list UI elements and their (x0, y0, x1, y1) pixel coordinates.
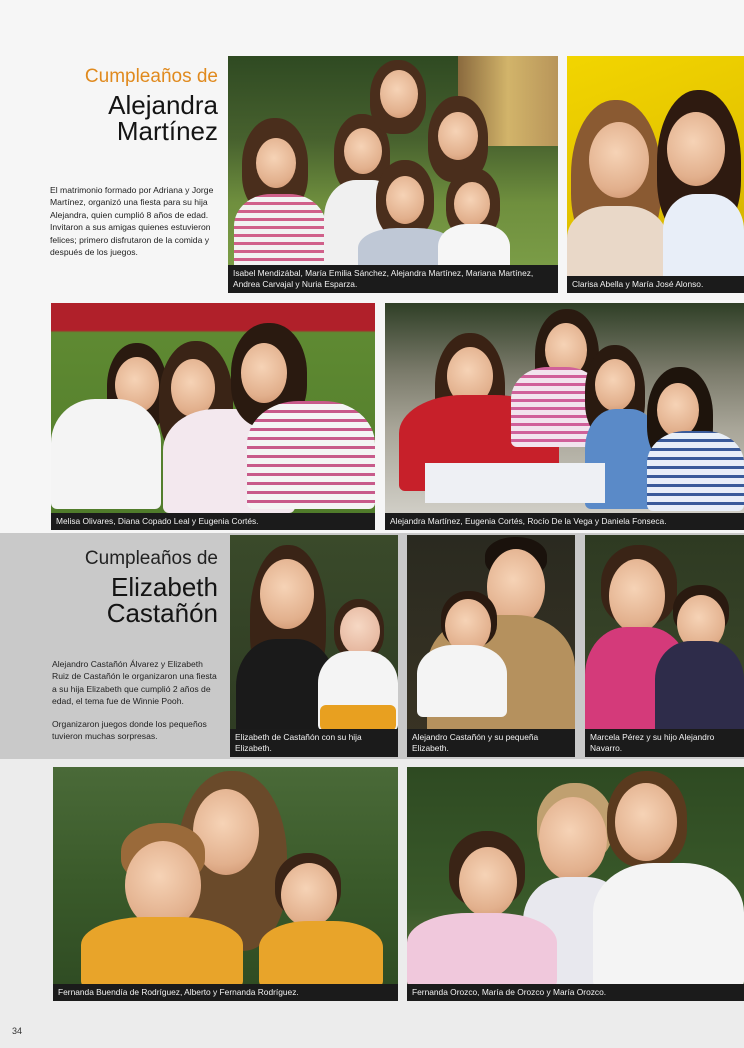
photo-mother-with-daughter (230, 535, 398, 757)
photo-mother-with-two-children (53, 767, 398, 1001)
photo-caption: Fernanda Orozco, María de Orozco y María Orozco. (407, 984, 744, 1001)
photo-image (228, 56, 558, 293)
photo-caption: Melisa Olivares, Diana Copado Leal y Eugenia Cortés. (51, 513, 375, 530)
photo-caption: Elizabeth de Castañón con su hija Elizabeth. (230, 729, 398, 757)
photo-two-girls-yellow (567, 56, 744, 293)
section1-body-paragraph: El matrimonio formado por Adriana y Jorge Martínez, organizó una fiesta para su hija Alejandra, quien cumplió 8 años de edad. Invitaron a sus amigas quienes estuvieron felices; primero disfrutaron de la comida y después de los juegos. (50, 185, 214, 258)
section2-body-paragraph-1: Alejandro Castañón Álvarez y Elizabeth Ruiz de Castañón le organizaron una fiesta a su hija Elizabeth que cumplió 2 años de edad, el tema fue de Winnie Pooh. (52, 659, 217, 707)
photo-image (585, 535, 744, 757)
photo-image (407, 535, 575, 757)
photo-three-girls-lawn (51, 303, 375, 530)
photo-mother-with-two-daughters (407, 767, 744, 1001)
photo-image (230, 535, 398, 757)
section2-body-paragraph-2: Organizaron juegos donde los pequeños tuvieron muchas sorpresas. (52, 718, 207, 742)
photo-image (51, 303, 375, 530)
section2-title-accent: Cumpleaños de (84, 548, 218, 569)
photo-father-with-daughter (407, 535, 575, 757)
photo-image (53, 767, 398, 1001)
section1-body (50, 184, 222, 268)
section2-title-line2: Castañón (106, 598, 218, 628)
section2-body (52, 658, 222, 752)
photo-image (407, 767, 744, 1001)
photo-caption: Isabel Mendizábal, María Emilia Sánchez, Alejandra Martínez, Mariana Martínez, Andrea Carvajal y Nuria Esparza. (228, 265, 558, 293)
photo-image (385, 303, 744, 530)
photo-mother-with-son (585, 535, 744, 757)
section1-title-line2: Martínez (116, 116, 218, 146)
photo-image (567, 56, 744, 293)
section1-title-accent: Cumpleaños de (84, 66, 218, 87)
photo-group-six-girls (228, 56, 558, 293)
page-number: 34 (12, 1026, 23, 1036)
section1-title-line1: Alejandra (108, 90, 218, 120)
photo-caption: Marcela Pérez y su hijo Alejandro Navarro. (585, 729, 744, 757)
photo-caption: Alejandro Castañón y su pequeña Elizabeth. (407, 729, 575, 757)
photo-caption: Clarisa Abella y María José Alonso. (567, 276, 744, 293)
section2-title-line1: Elizabeth (111, 572, 218, 602)
photo-caption: Fernanda Buendía de Rodríguez, Alberto y Fernanda Rodríguez. (53, 984, 398, 1001)
photo-four-girls-table (385, 303, 744, 530)
photo-caption: Alejandra Martínez, Eugenia Cortés, Rocío De la Vega y Daniela Fonseca. (385, 513, 744, 530)
